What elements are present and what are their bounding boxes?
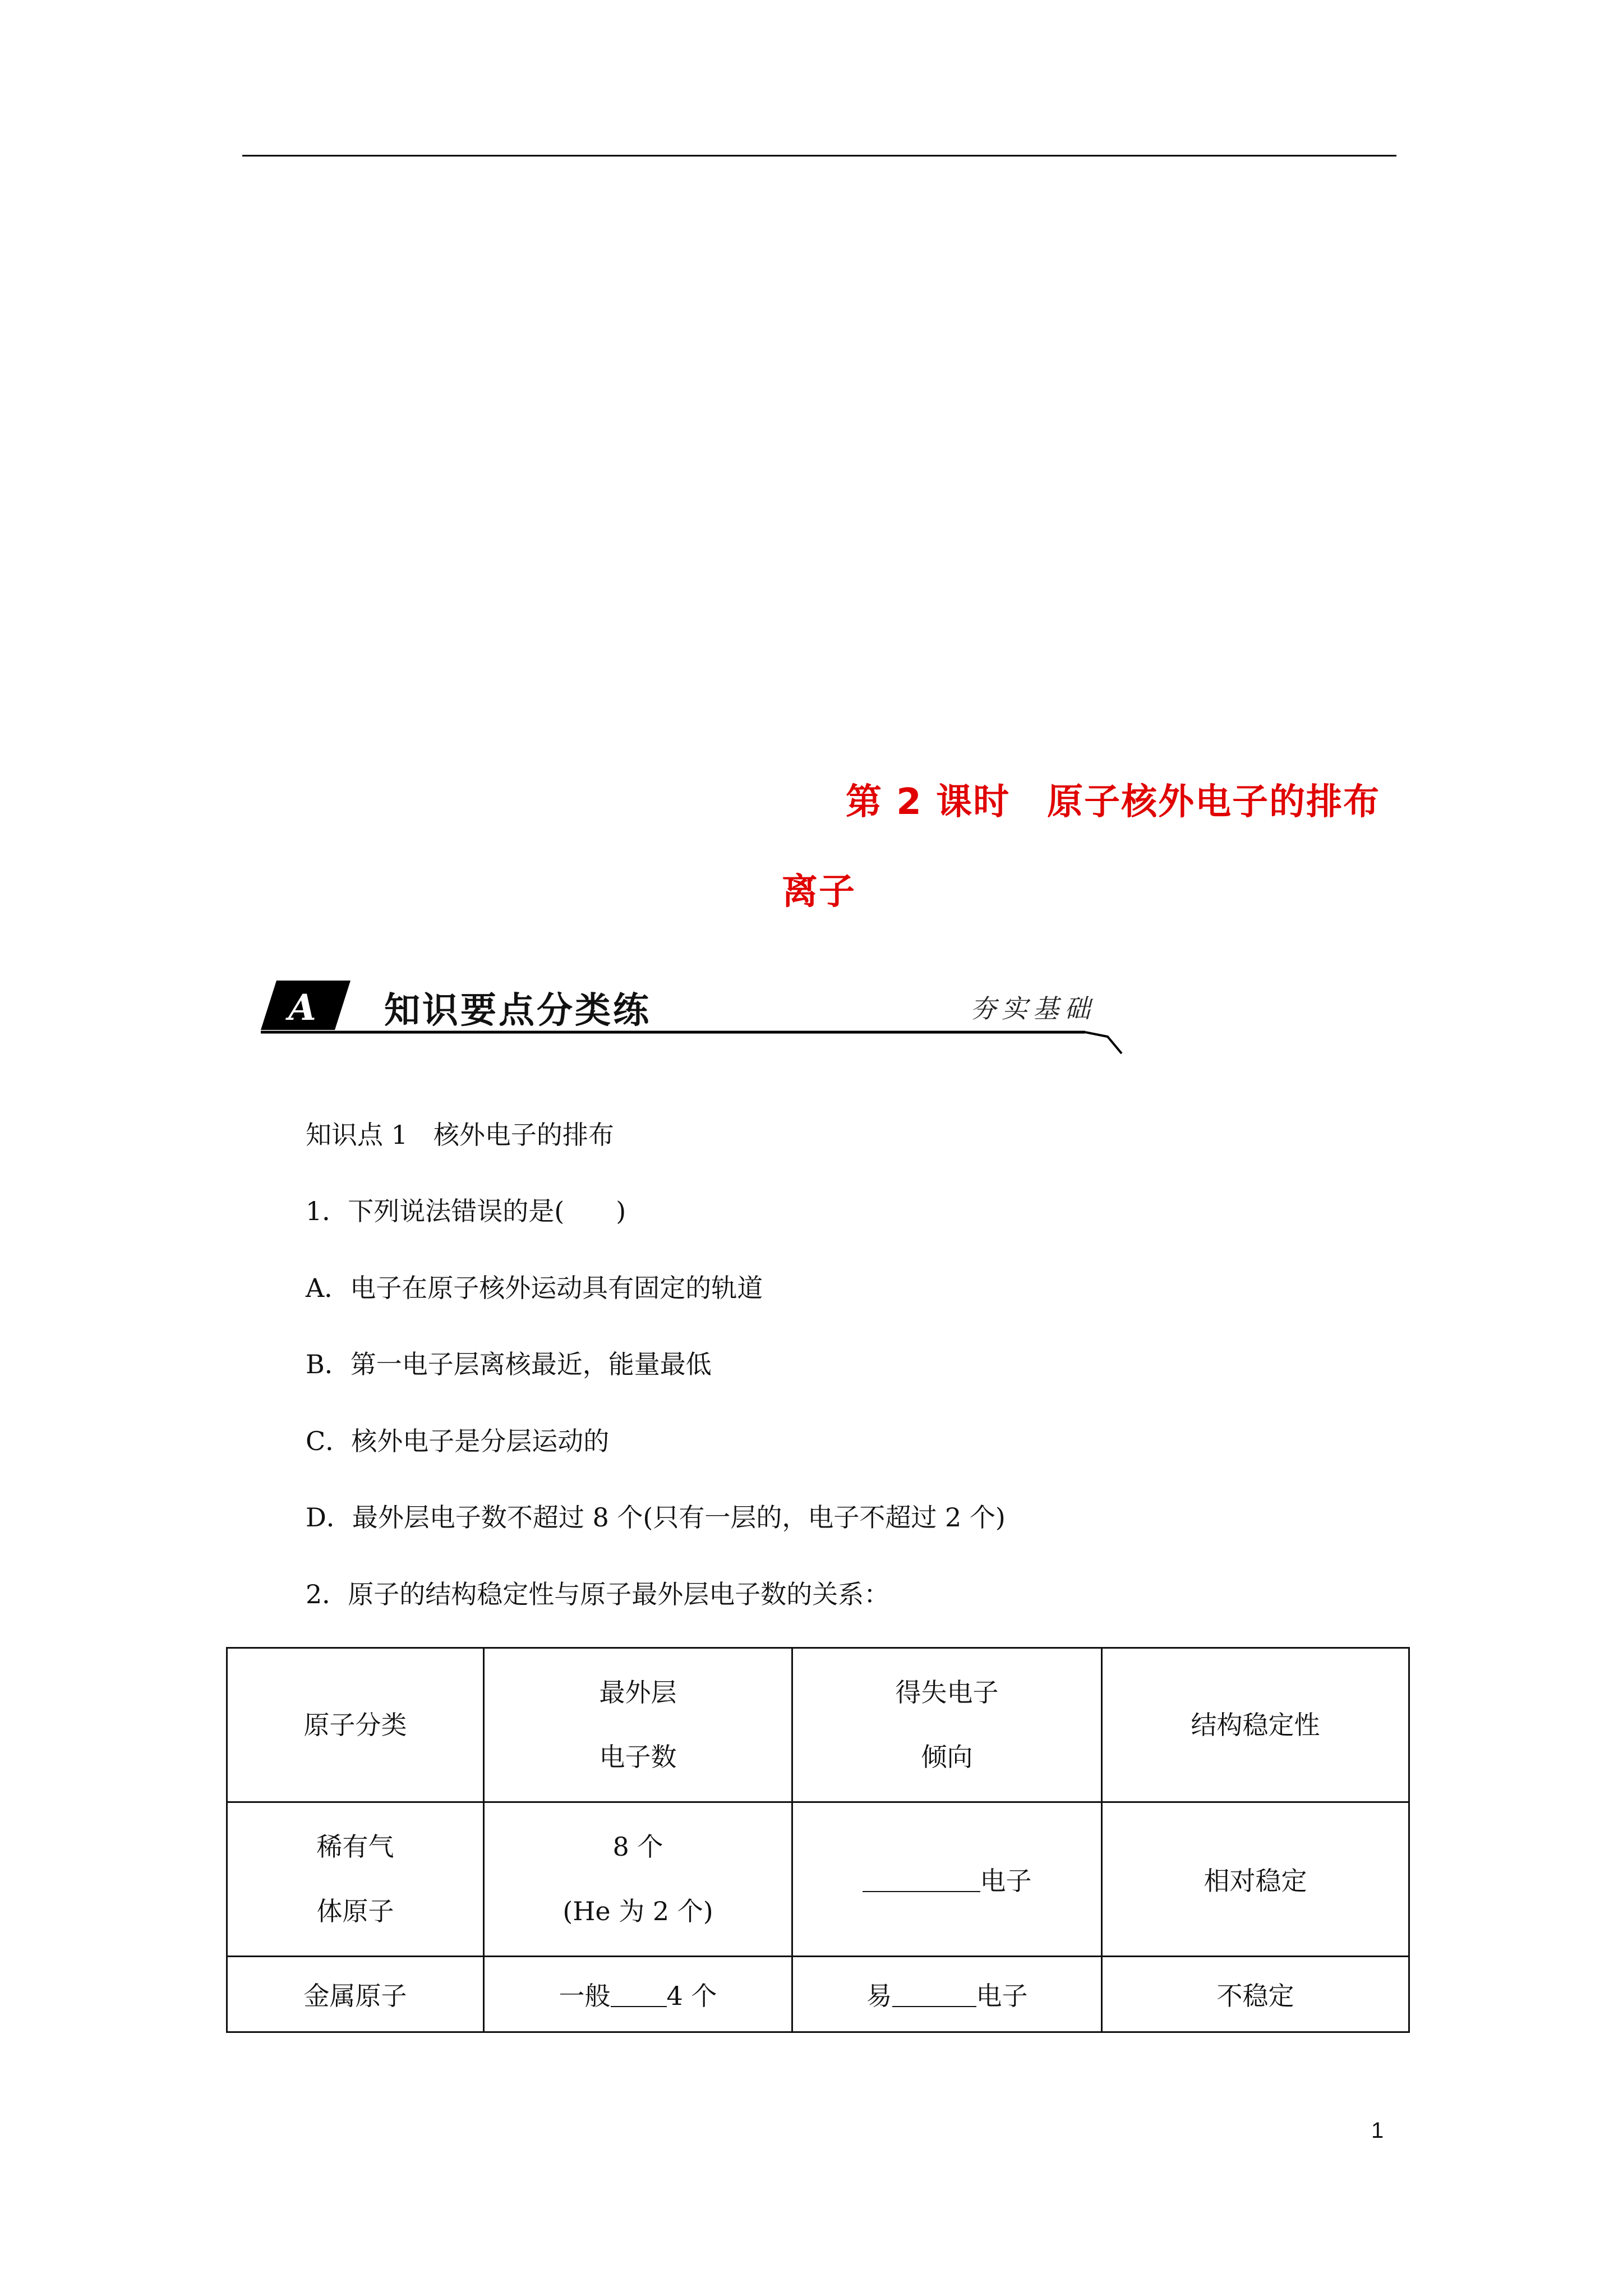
metal-outer-prefix: 一般 [559, 1981, 611, 2011]
page-number: 1 [1371, 2118, 1384, 2143]
row-noble-gas-tendency [792, 1802, 1102, 1957]
answer-blank[interactable] [892, 1984, 976, 2007]
header-tendency-line-1: 得失电子 [895, 1677, 999, 1708]
question-2-stem: 2．原子的结构稳定性与原子最外层电子数的关系： [306, 1579, 890, 1609]
noble-gas-line-1: 稀有气 [316, 1832, 394, 1862]
question-1-option-d: D．最外层电子数不超过 8 个(只有一层的，电子不超过 2 个) [306, 1502, 1006, 1533]
table-header-row [227, 1648, 1409, 1802]
header-cell-category [227, 1648, 484, 1802]
noble-gas-tendency-suffix: 电子 [980, 1866, 1032, 1896]
metal-tendency-prefix: 易 [866, 1981, 892, 2011]
question-1-stem: 1．下列说法错误的是( ) [306, 1196, 626, 1226]
noble-gas-outer-line-1: 8 个 [612, 1832, 663, 1862]
noble-gas-line-2: 体原子 [316, 1896, 394, 1926]
header-cell-stability [1102, 1648, 1409, 1802]
row-metal-stability: 不稳定 [1102, 1957, 1409, 2032]
knowledge-point-heading: 知识点 1 核外电子的排布 [306, 1120, 614, 1150]
banner-subtitle: 夯实基础 [970, 993, 1096, 1024]
noble-gas-outer-line-2: (He 为 2 个) [562, 1896, 713, 1926]
row-metal-outer-electrons [484, 1957, 792, 2032]
question-1-option-b: B．第一电子层离核最近，能量最低 [306, 1349, 712, 1379]
lesson-title-line-1: 第 2 课时 原子核外电子的排布 [846, 781, 1381, 823]
header-stability-text: 结构稳定性 [1191, 1709, 1320, 1740]
metal-outer-suffix: 4 个 [666, 1981, 717, 2011]
row-noble-gas-stability: 相对稳定 [1102, 1802, 1409, 1957]
table-row [227, 1957, 1409, 2032]
lesson-title-line-2: 离子 [782, 871, 856, 913]
banner-title: 知识要点分类练 [384, 990, 651, 1032]
header-category-text: 原子分类 [303, 1709, 407, 1740]
header-outer-electrons-line-1: 最外层 [599, 1677, 677, 1708]
header-tendency-line-2: 倾向 [921, 1742, 973, 1772]
row-noble-gas-outer-electrons [484, 1802, 792, 1957]
header-outer-electrons-line-2: 电子数 [599, 1742, 677, 1772]
metal-tendency-suffix: 电子 [976, 1981, 1028, 2011]
row-metal-tendency [792, 1957, 1102, 2032]
question-1-option-a: A．电子在原子核外运动具有固定的轨道 [306, 1273, 763, 1303]
banner-badge-letter: A [288, 987, 316, 1029]
row-noble-gas-category [227, 1802, 484, 1957]
section-banner [255, 976, 1130, 1060]
answer-blank[interactable] [611, 1984, 667, 2007]
header-cell-tendency [792, 1648, 1102, 1802]
header-cell-outer-electrons [484, 1648, 792, 1802]
header-rule [242, 155, 1396, 157]
table-row [227, 1802, 1409, 1957]
question-1-option-c: C．核外电子是分层运动的 [306, 1426, 610, 1456]
atom-structure-table [226, 1647, 1410, 2033]
banner-underline-tail [1085, 1032, 1122, 1053]
row-metal-category: 金属原子 [227, 1957, 484, 2032]
answer-blank[interactable] [863, 1869, 980, 1892]
